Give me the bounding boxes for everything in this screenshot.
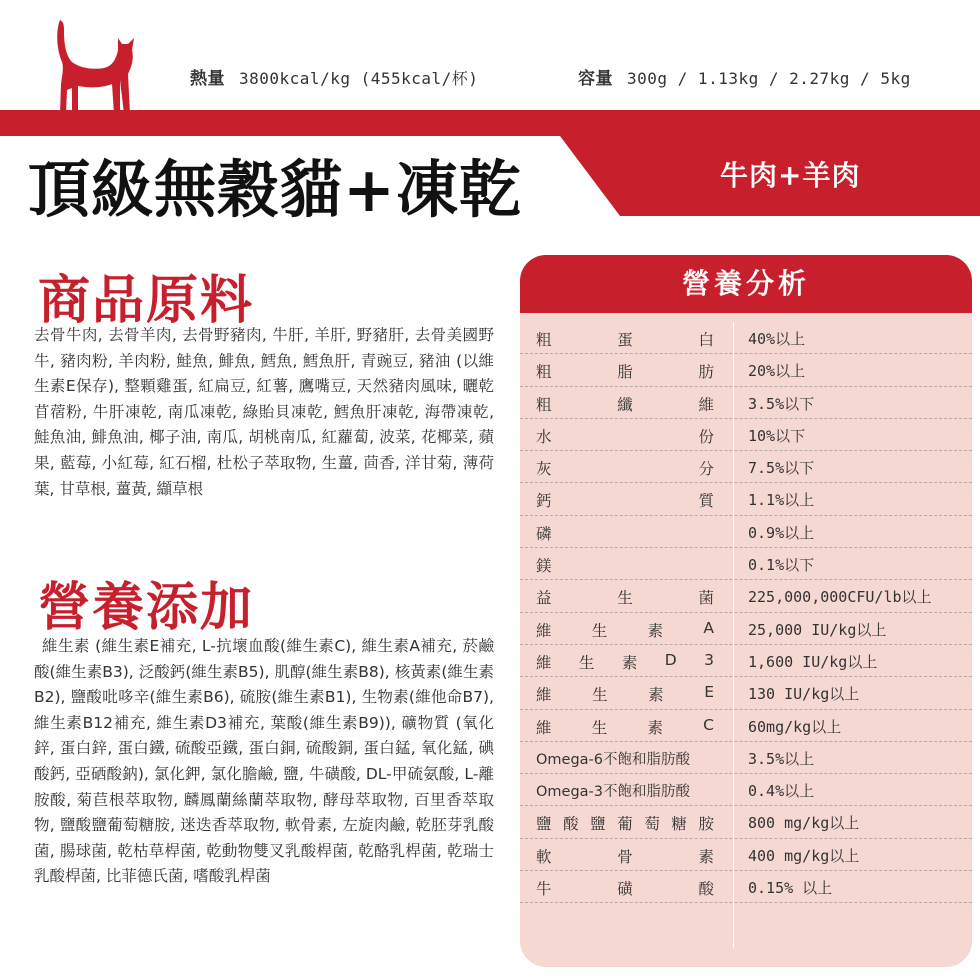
nutrient-name-part: 質	[698, 492, 714, 511]
nutrient-name	[536, 780, 714, 801]
nutrient-name-part: 粗	[536, 363, 552, 382]
nutrient-value: 10%以下	[748, 426, 806, 445]
nutrient-name	[536, 457, 714, 479]
nutrient-name-part: 生	[591, 621, 608, 640]
nutrient-name-part: 鹽	[590, 815, 606, 834]
nutrient-name	[536, 619, 714, 641]
nutrient-name-part: Omega-6不飽和脂肪酸	[536, 751, 691, 768]
nutrient-name-part: 鎂	[536, 557, 552, 576]
nutrition-row	[520, 354, 972, 386]
nutrient-name	[536, 393, 714, 415]
nutrient-name	[536, 360, 714, 382]
nutrition-row	[520, 645, 972, 677]
nutrition-row	[520, 451, 972, 483]
nutrition-row	[520, 387, 972, 419]
nutrient-name-part: 酸	[563, 815, 579, 834]
nutrient-name	[536, 489, 714, 511]
nutrient-name-part: 益	[536, 589, 552, 608]
nutrient-value: 400 mg/kg以上	[748, 846, 860, 865]
nutrition-row	[520, 871, 972, 903]
nutrition-row	[520, 613, 972, 645]
nutrition-row	[520, 483, 972, 515]
nutrient-name-part: 骨	[617, 847, 633, 866]
nutrient-name-part: 素	[621, 653, 638, 672]
nutrient-name	[536, 425, 714, 447]
nutrient-value: 800 mg/kg以上	[748, 814, 860, 833]
nutrient-name-part: 維	[698, 395, 714, 414]
nutrient-name-part: 萄	[644, 815, 660, 834]
nutrient-name	[536, 522, 714, 544]
nutrient-name-part: E	[704, 683, 714, 702]
nutrient-name	[536, 877, 714, 899]
nutrition-row	[520, 580, 972, 612]
nutrient-value: 20%以上	[748, 362, 806, 381]
nutrient-name-part: 分	[698, 460, 714, 479]
capacity-info	[578, 64, 911, 89]
ingredients-text: 去骨牛肉, 去骨羊肉, 去骨野豬肉, 牛肝, 羊肝, 野豬肝, 去骨美國野牛, 豬肉粉, 羊肉粉, 鮭魚, 鯡魚, 鱈魚, 鱈魚肝, 青豌豆, 豬油 (以維生素E保存), 整顆雞蛋, 紅扁豆, 紅薯, 鷹嘴豆, 天然豬肉風味, 曬乾苜蓿粉, 牛肝凍乾, 南瓜凍乾, 綠貽貝凍乾, 鱈魚肝凍乾, 海帶凍乾, 鮭魚油, 鯡魚油, 椰子油, 南瓜, 胡桃南瓜, 紅蘿蔔, 波菜, 花椰菜, 蘋果, 藍莓, 小紅莓, 紅石榴, 杜松子萃取物, 生薑, 茴香, 洋甘菊, 薄荷葉, 甘草根, 薑黃, 纈草根	[34, 326, 494, 498]
nutrient-name-part: 維	[536, 653, 552, 672]
nutrition-row	[520, 710, 972, 742]
nutrient-value: 0.4%以上	[748, 782, 815, 801]
nutrient-name-part: 牛	[536, 880, 552, 899]
nutrient-name-part: 維	[536, 718, 552, 737]
nutrient-name-part: 3	[704, 650, 714, 669]
nutrition-row	[520, 548, 972, 580]
nutrient-name	[536, 845, 714, 867]
nutrition-row	[520, 839, 972, 871]
calorie-label: 熱量	[190, 69, 225, 89]
capacity-label: 容量	[578, 69, 613, 89]
cat-logo-icon	[52, 18, 137, 114]
nutrition-row	[520, 742, 972, 774]
nutrient-name	[536, 748, 714, 769]
nutrient-name-part: 白	[698, 331, 714, 349]
nutrient-name-part: 生	[591, 718, 608, 737]
nutrition-row	[520, 806, 972, 838]
nutrient-value: 0.1%以下	[748, 556, 815, 575]
nutrient-name-part: 素	[647, 621, 664, 640]
nutrient-name-part: 蛋	[617, 331, 633, 349]
nutrient-value: 225,000,000CFU/lb以上	[748, 588, 932, 607]
nutrient-name-part: 肪	[698, 363, 714, 382]
nutrient-name-part: 粗	[536, 395, 552, 414]
nutrient-name-part: 磷	[536, 524, 552, 543]
nutrient-name-part: 素	[698, 847, 714, 866]
nutrition-row	[520, 774, 972, 806]
nutrient-name	[536, 328, 714, 350]
nutrient-name-part: 粗	[536, 331, 552, 349]
nutrient-name-part: 份	[698, 427, 714, 446]
nutrition-row	[520, 322, 972, 354]
nutrient-name-part: 胺	[698, 815, 714, 834]
nutrient-name	[536, 812, 714, 834]
nutrient-value: 60mg/kg以上	[748, 717, 842, 736]
ingredients-title: 商品原料	[38, 271, 255, 331]
nutrient-name-part: 菌	[698, 589, 714, 608]
nutrient-name-part: 素	[648, 686, 664, 705]
nutrient-value: 7.5%以下	[748, 459, 815, 478]
nutrient-name-part: Omega-3不飽和脂肪酸	[536, 784, 691, 801]
nutrient-value: 0.15% 以上	[748, 879, 833, 898]
nutrient-value: 3.5%以上	[748, 749, 815, 768]
nutrient-name-part: 脂	[617, 363, 633, 382]
nutrient-value: 0.9%以上	[748, 523, 815, 542]
nutrient-name-part: 磺	[617, 880, 633, 899]
nutrient-name	[536, 651, 714, 673]
flavor-label: 牛肉+羊肉	[720, 159, 861, 192]
nutrient-name-part: 灰	[536, 460, 552, 479]
nutrient-name	[536, 586, 714, 608]
nutrient-value: 3.5%以下	[748, 394, 815, 413]
nutrient-name-part: 酸	[698, 880, 714, 899]
additives-title: 營養添加	[38, 578, 255, 638]
nutrient-name-part: 糖	[671, 815, 687, 834]
nutrient-name	[536, 683, 714, 705]
nutrient-name-part: 生	[592, 686, 608, 705]
nutrient-value: 1,600 IU/kg以上	[748, 652, 878, 671]
nutrition-row	[520, 516, 972, 548]
nutrient-name-part: C	[703, 715, 714, 734]
nutrient-name-part: 纖	[617, 395, 633, 414]
capacity-value: 300g / 1.13kg / 2.27kg / 5kg	[627, 69, 911, 88]
nutrient-value: 25,000 IU/kg以上	[748, 620, 887, 639]
nutrient-name-part: 鹽	[536, 815, 552, 834]
nutrient-name-part: 水	[536, 427, 552, 446]
nutrient-name-part: 軟	[536, 847, 552, 866]
nutrient-name-part: 生	[578, 653, 595, 672]
nutrient-name-part: 維	[536, 621, 552, 640]
nutrient-value: 1.1%以上	[748, 491, 815, 510]
nutrition-table	[520, 322, 972, 903]
nutrition-row	[520, 419, 972, 451]
nutrient-name	[536, 716, 714, 738]
nutrient-name-part: 鈣	[536, 492, 552, 511]
additives-text: 維生素 (維生素E補充, L-抗壞血酸(維生素C), 維生素A補充, 菸鹼酸(維生素B3), 泛酸鈣(維生素B5), 肌醇(維生素B8), 核黃素(維生素B2), 鹽酸吡哆辛(維生素B6), 硫胺(維生素B1), 生物素(維他命B7), 維生素B12補充, 維生素D3補充, 葉酸(維生素B9)), 礦物質 (氧化鋅, 蛋白鋅, 蛋白鐵, 硫酸亞鐵, 蛋白銅, 硫酸銅, 蛋白錳, 氧化錳, 碘酸鈣, 亞硒酸鈉), 氯化鉀, 氯化膽鹼, 鹽, 牛磺酸, DL-甲硫氨酸, L-離胺酸, 菊苣根萃取物, 麟鳳蘭絲蘭萃取物, 酵母萃取物, 百里香萃取物, 鹽酸鹽葡萄糖胺, 迷迭香萃取物, 軟骨素, 左旋肉鹼, 乾胚芽乳酸菌, 腸球菌, 乾枯草桿菌, 乾動物雙叉乳酸桿菌, 乾酪乳桿菌, 乾瑞士乳酸桿菌, 比菲德氏菌, 嗜酸乳桿菌	[34, 637, 494, 886]
nutrition-title: 營養分析	[520, 255, 972, 313]
nutrition-panel	[520, 255, 972, 967]
nutrient-name-part: 維	[536, 686, 552, 705]
nutrient-value: 40%以上	[748, 330, 806, 348]
calorie-info	[190, 64, 478, 89]
nutrient-name-part: 素	[647, 718, 663, 737]
nutrient-name-part: 生	[617, 589, 633, 608]
product-title: 頂級無穀貓+凍乾	[28, 153, 522, 226]
nutrient-name-part: D	[664, 650, 677, 669]
nutrient-value: 130 IU/kg以上	[748, 685, 860, 704]
calorie-value: 3800kcal/kg (455kcal/杯)	[239, 69, 479, 88]
nutrient-name-part: 葡	[617, 815, 633, 834]
nutrient-name	[536, 554, 714, 576]
nutrition-row	[520, 677, 972, 709]
nutrient-name-part: A	[703, 618, 714, 637]
